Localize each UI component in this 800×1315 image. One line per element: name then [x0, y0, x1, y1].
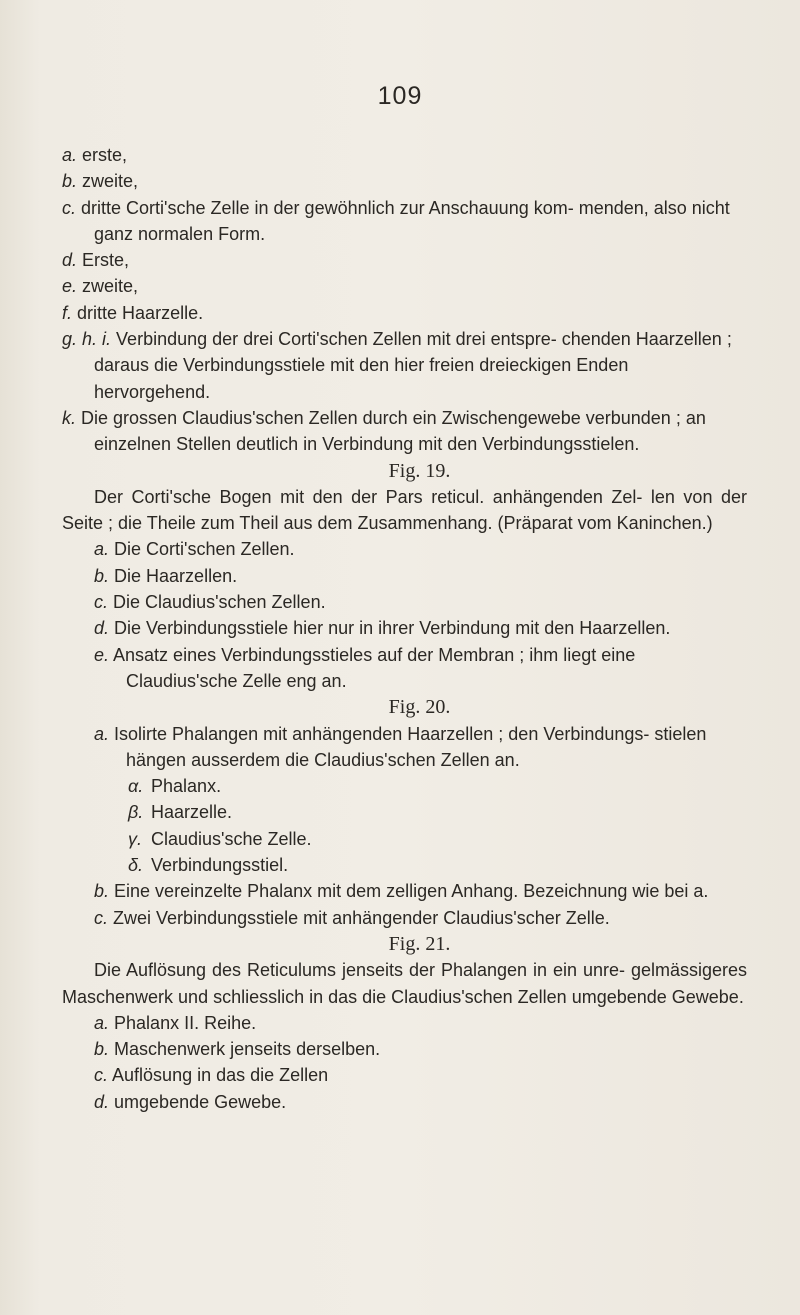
item-text: Ansatz eines Verbindungsstieles auf der Membran ; ihm liegt eine Claudius'sche Zelle eng an.: [113, 644, 636, 691]
list-item: [62, 642, 747, 695]
item-text: Isolirte Phalangen mit anhängenden Haarzellen ; den Verbindungs- stielen hängen ausserdem die Claudius'schen Zellen an.: [114, 723, 707, 770]
item-text: erste,: [82, 145, 128, 165]
item-key: c.: [62, 197, 77, 218]
item-text: umgebende Gewebe.: [114, 1091, 287, 1112]
item-key: d.: [62, 250, 78, 271]
list-item: [62, 195, 747, 248]
list-item: [62, 1010, 747, 1036]
item-text: Auflösung in das die Zellen: [112, 1065, 329, 1086]
item-key: a.: [62, 145, 78, 165]
list-item: [62, 615, 747, 641]
figure-heading: Fig. 21.: [388, 932, 451, 955]
item-text: Die Verbindungsstiele hier nur in ihrer Verbindung mit den Haarzellen.: [114, 618, 671, 639]
item-text: Die Claudius'schen Zellen.: [113, 592, 326, 613]
item-key: c.: [94, 592, 109, 613]
item-key: α.: [128, 776, 144, 797]
figure-caption: Die Auflösung des Reticulums jenseits der Phalangen in ein unre- gelmässigeres Maschenwerk und schliesslich in das die Claudius'schen Zellen umgebende Gewebe.: [62, 960, 747, 1007]
sub-item: [62, 852, 747, 878]
item-key: a.: [94, 723, 110, 744]
item-key: d.: [94, 1091, 110, 1112]
figure-heading: Fig. 20.: [388, 696, 451, 719]
item-key: g. h. i.: [62, 329, 112, 350]
item-text: Die Haarzellen.: [114, 565, 238, 586]
item-text: Zwei Verbindungsstiele mit anhängender Claudius'scher Zelle.: [113, 907, 610, 928]
item-key: a.: [94, 1012, 110, 1033]
list-item: [62, 1089, 747, 1115]
item-text: Haarzelle.: [151, 802, 233, 823]
item-key: d.: [94, 618, 110, 639]
item-text: Phalanx.: [151, 776, 222, 797]
item-key: a.: [94, 539, 110, 560]
sub-item: [62, 826, 747, 852]
item-text: Die grossen Claudius'schen Zellen durch ein Zwischengewebe verbunden ; an einzelnen Stellen deutlich in Verbindung mit den Verbindungsstielen.: [81, 407, 706, 455]
list-item: [62, 878, 747, 904]
item-key: e.: [94, 644, 110, 665]
item-key: b.: [94, 881, 110, 902]
list-item: [62, 142, 747, 168]
list-item: [62, 247, 747, 273]
item-key: γ.: [128, 828, 143, 849]
list-item: [62, 589, 747, 615]
item-text: Maschenwerk jenseits derselben.: [114, 1039, 381, 1060]
item-key: δ.: [128, 855, 144, 876]
item-text: Phalanx II. Reihe.: [114, 1012, 257, 1033]
item-text: Verbindungsstiel.: [151, 855, 289, 876]
item-key: β.: [128, 802, 144, 823]
item-key: b.: [94, 1039, 110, 1060]
item-key: c.: [94, 1065, 109, 1086]
list-item: [62, 563, 747, 589]
item-key: c.: [94, 907, 109, 928]
item-text: Claudius'sche Zelle.: [151, 828, 312, 849]
list-item: [62, 326, 747, 405]
list-item: [62, 168, 747, 194]
item-text: Die Corti'schen Zellen.: [114, 539, 295, 560]
list-item: [62, 721, 747, 774]
sub-item: [62, 773, 747, 799]
item-text: Eine vereinzelte Phalanx mit dem zelligen Anhang. Bezeichnung wie bei a.: [114, 881, 709, 902]
sub-item: [62, 799, 747, 825]
item-key: e.: [62, 276, 78, 297]
list-item: [62, 1036, 747, 1062]
item-text: dritte Corti'sche Zelle in der gewöhnlich zur Anschauung kom- menden, also nicht ganz normalen Form.: [81, 197, 730, 244]
item-key: b.: [94, 565, 110, 586]
list-item: [62, 300, 747, 326]
list-item: [62, 273, 747, 299]
item-text: Verbindung der drei Corti'schen Zellen mit drei entspre- chenden Haarzellen ; daraus die Verbindungsstiele mit den hier freien dreieckigen Enden hervorgehend.: [94, 329, 732, 402]
list-item: [62, 405, 747, 458]
item-text: dritte Haarzelle.: [77, 302, 204, 323]
item-text: zweite,: [82, 171, 139, 192]
item-key: k.: [62, 407, 77, 428]
item-key: f.: [62, 302, 73, 323]
figure-caption: Der Corti'sche Bogen mit den der Pars reticul. anhängenden Zel- len von der Seite ; die Theile zum Theil aus dem Zusammenhang. (Präparat vom Kaninchen.): [62, 486, 747, 534]
item-text: Erste,: [82, 250, 130, 271]
list-item: [62, 1062, 747, 1088]
figure-heading: Fig. 19.: [388, 459, 451, 482]
item-key: b.: [62, 171, 78, 192]
list-item: [62, 536, 747, 562]
page-body: [62, 142, 747, 1115]
item-text: zweite,: [82, 276, 139, 297]
list-item: [62, 905, 747, 931]
page-number: 109: [377, 82, 423, 110]
